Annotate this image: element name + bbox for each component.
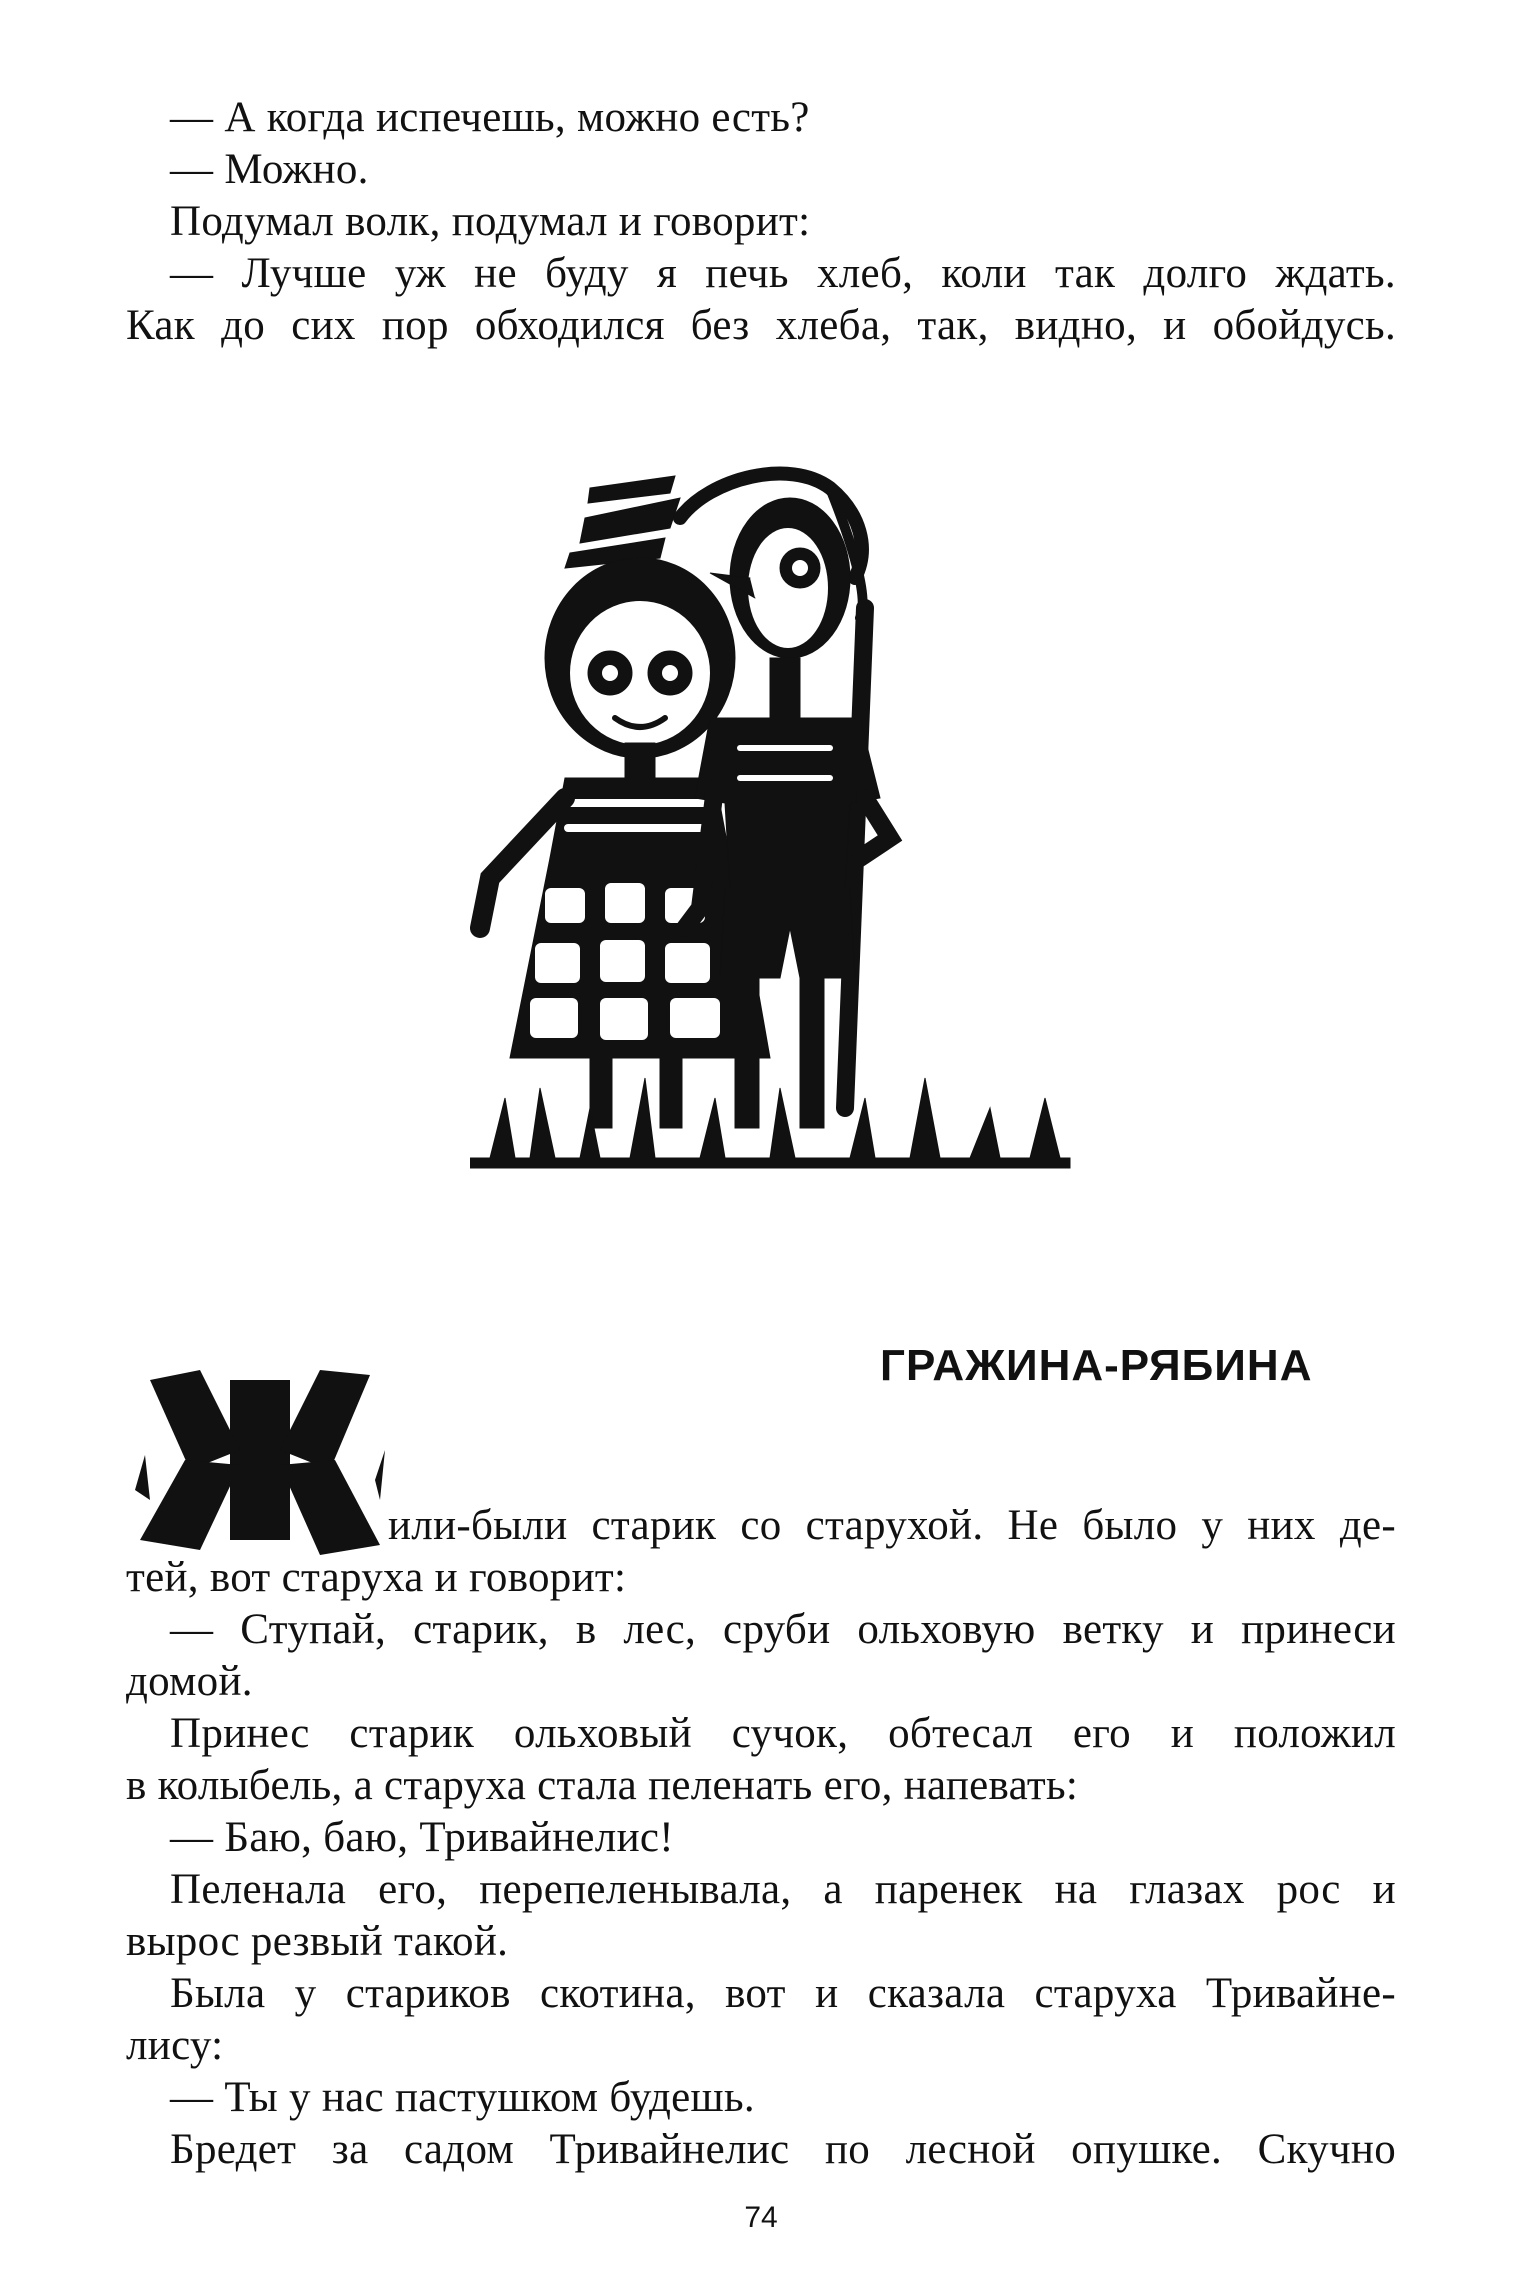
story-line-4: домой. — [126, 1658, 253, 1705]
drop-cap-zhe-icon — [130, 1360, 390, 1560]
story-line-13: Бредет за садом Тривайнелис по лесной опушке. Скучно — [170, 2126, 1396, 2173]
story-title: ГРАЖИНА-РЯБИНА — [880, 1341, 1313, 1390]
text-line-4: — Лучше уж не буду я печь хлеб, коли так долго ждать. — [170, 250, 1396, 297]
story-line-10: Была у стариков скотина, вот и сказала старуха Тривайне- — [170, 1970, 1396, 2017]
story-line-5: Принес старик ольховый сучок, обтесал его и положил — [170, 1710, 1396, 1757]
text-line-5: Как до сих пор обходился без хлеба, так, видно, и обойдусь. — [126, 302, 1396, 349]
woodcut-children-icon — [470, 458, 1080, 1178]
story-line-7: — Баю, баю, Тривайнелис! — [170, 1814, 674, 1861]
text-line-2: — Можно. — [170, 146, 369, 193]
story-line-11: лису: — [126, 2022, 224, 2069]
text-line-3: Подумал волк, подумал и говорит: — [170, 198, 811, 245]
story-line-3: — Ступай, старик, в лес, сруби ольховую ветку и принеси — [170, 1606, 1396, 1653]
story-line-6: в колыбель, а старуха стала пеленать его, напевать: — [126, 1762, 1079, 1809]
story-line-12: — Ты у нас пастушком будешь. — [170, 2074, 755, 2121]
story-line-2: тей, вот старуха и говорит: — [126, 1554, 627, 1601]
story-line-9: вырос резвый такой. — [126, 1918, 509, 1965]
page-number: 74 — [744, 2201, 778, 2234]
story-line-1: или-были старик со старухой. Не было у них де- — [388, 1502, 1396, 1549]
story-line-8: Пеленала его, перепеленывала, а паренек на глазах рос и — [170, 1866, 1396, 1913]
text-line-1: — А когда испечешь, можно есть? — [170, 94, 810, 141]
